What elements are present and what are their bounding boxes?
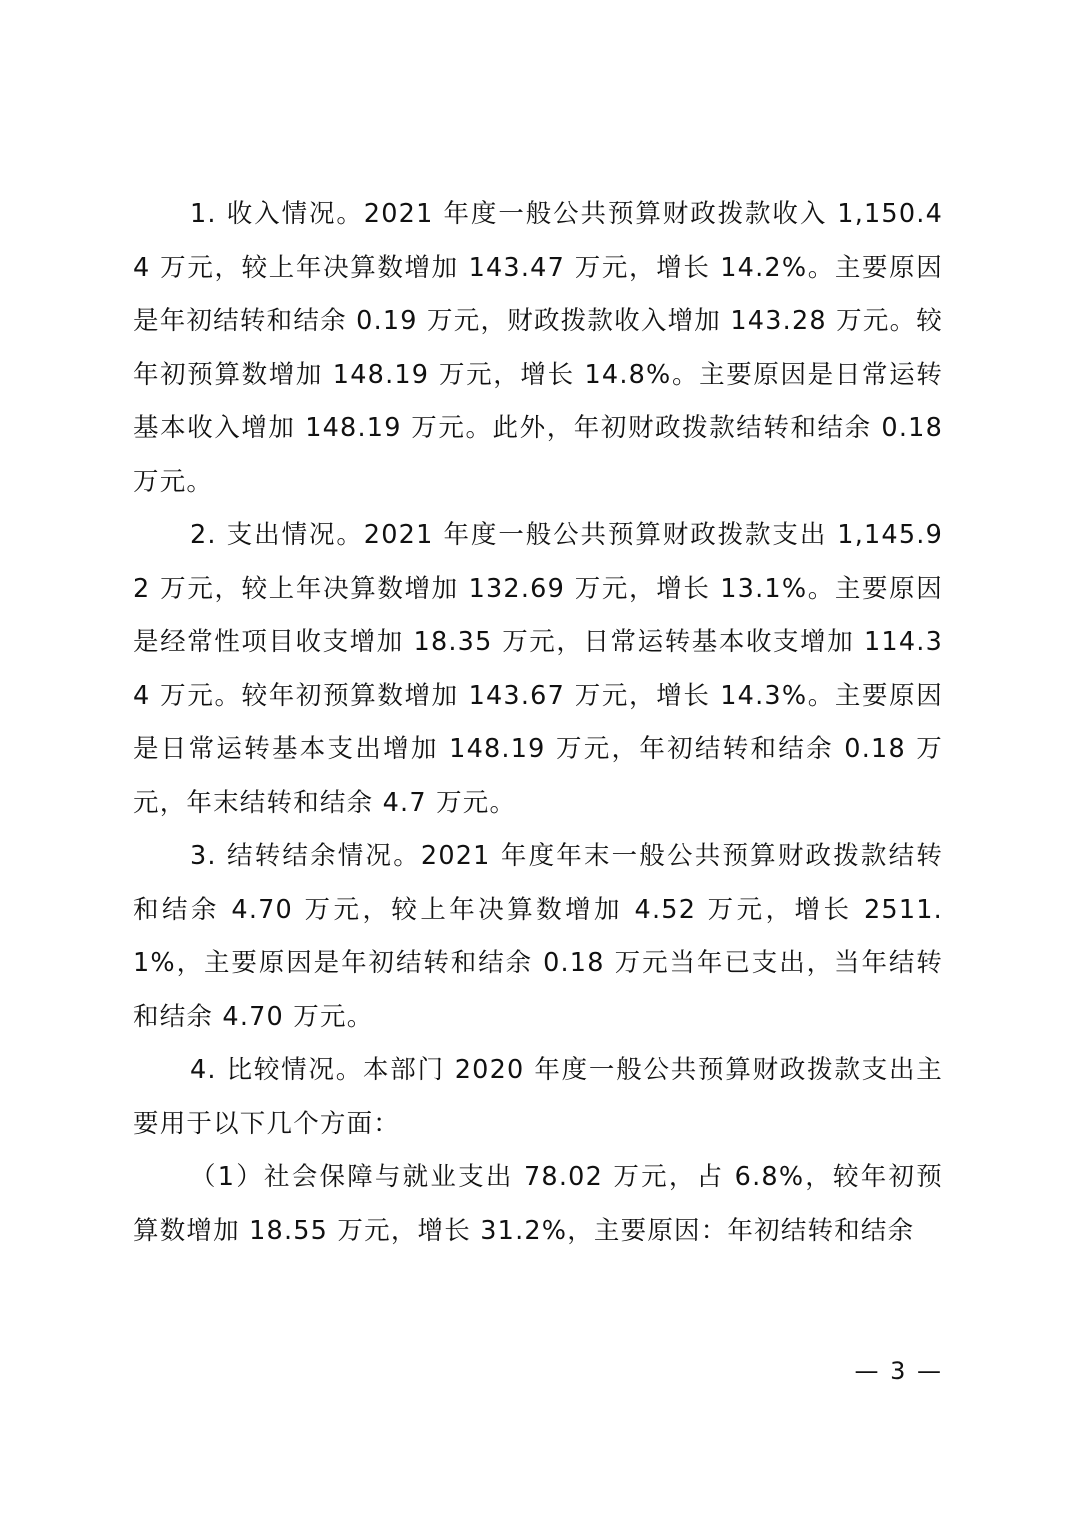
paragraph-income: 1. 收入情况。2021 年度一般公共预算财政拨款收入 1,150.44 万元，较上年决算数增加 143.47 万元，增长 14.2%。主要原因是年初结转和结余 0.19 万元，财政拨款收入增加 143.28 万元。较年初预算数增加 148.19 万元，增长 14.8%。主要原因是日常运转基本收入增加 148.19 万元。此外，年初财政拨款结转和结余 0.18 万元。 (133, 199, 943, 497)
document-body (133, 188, 943, 1258)
paragraph-comparison: 4. 比较情况。本部门 2020 年度一般公共预算财政拨款支出主要用于以下几个方面： (133, 1055, 943, 1139)
paragraph-expenditure: 2. 支出情况。2021 年度一般公共预算财政拨款支出 1,145.92 万元，较上年决算数增加 132.69 万元，增长 13.1%。主要原因是经常性项目收支增加 18.35 万元，日常运转基本收支增加 114.34 万元。较年初预算数增加 143.67 万元，增长 14.3%。主要原因是日常运转基本支出增加 148.19 万元，年初结转和结余 0.18 万元，年末结转和结余 4.7 万元。 (133, 520, 943, 818)
paragraph-social-security: （1）社会保障与就业支出 78.02 万元，占 6.8%，较年初预算数增加 18.55 万元，增长 31.2%，主要原因：年初结转和结余 (133, 1162, 943, 1246)
page-number: — 3 — (854, 1357, 943, 1385)
paragraph-carryover: 3. 结转结余情况。2021 年度年末一般公共预算财政拨款结转和结余 4.70 万元，较上年决算数增加 4.52 万元，增长 2511.1%，主要原因是年初结转和结余 0.18 万元当年已支出，当年结转和结余 4.70 万元。 (133, 841, 943, 1032)
